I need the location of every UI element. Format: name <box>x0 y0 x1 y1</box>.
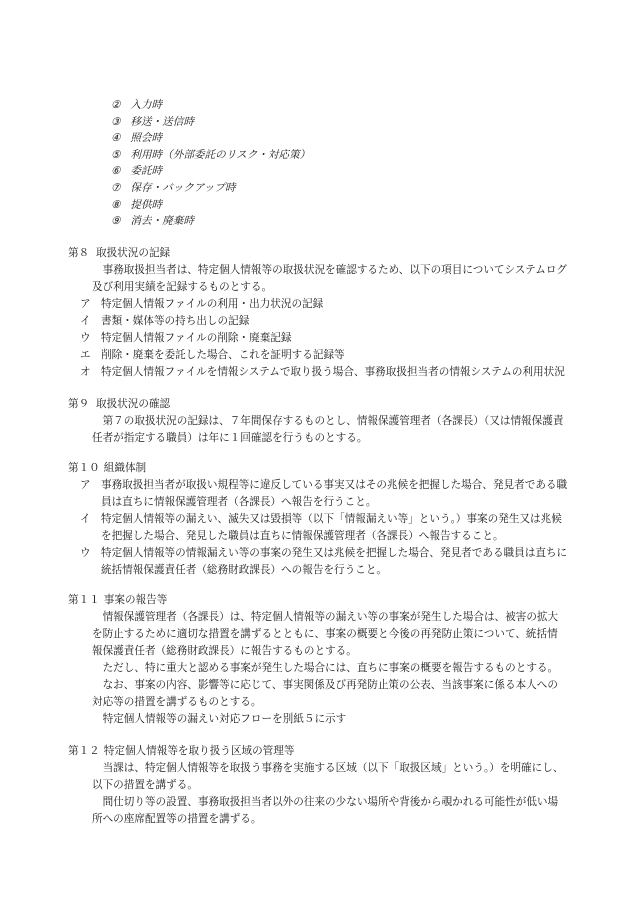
list-item: ⑤ 利用時（外部委託のリスク・対応策） <box>111 148 311 161</box>
list-item: ④ 照会時 <box>111 132 163 145</box>
section-12 <box>68 743 568 828</box>
list-item: ア 特定個人情報ファイルの利用・出力状況の記録 <box>80 298 324 310</box>
section-paragraph: 事務取扱担当者は、特定個人情報等の取扱状況を確認するため、以下の項目についてシステムログ及び利用実績を記録するものとする。 <box>92 264 568 293</box>
section-11 <box>68 592 568 728</box>
list-item: ⑧ 提供時 <box>111 198 163 211</box>
section-heading: 第８ 取扱状況の記録 <box>68 247 171 259</box>
list-item: ⑦ 保存・バックアップ時 <box>111 181 236 194</box>
list-item: ③ 移送・送信時 <box>111 115 194 128</box>
section-8 <box>68 245 568 381</box>
list-item: オ 特定個人情報ファイルを情報システムで取り扱う場合、事務取扱担当者の情報システムの利用状況 <box>80 366 565 378</box>
list-item: ⑥ 委託時 <box>111 165 163 178</box>
section-paragraph: 特定個人情報等の漏えい対応フローを別紙５に示す <box>102 713 347 725</box>
list-item: エ 削除・廃棄を委託した場合、これを証明する記録等 <box>80 349 345 361</box>
list-item: イ 特定個人情報等の漏えい、滅失又は毀損等（以下「情報漏えい等」という。）事案の発生又は兆候を把握した場合、発見した職員は直ちに情報保護管理者（各課長）へ報告すること。 <box>80 513 562 542</box>
section-10 <box>68 460 568 579</box>
section-heading: 第１０ 組織体制 <box>68 462 147 474</box>
list-item: イ 書類・媒体等の持ち出しの記録 <box>80 315 250 327</box>
section-paragraph: 情報保護管理者（各課長）は、特定個人情報等の漏えい等の事案が発生した場合は、被害の拡大を防止するために適切な措置を講ずるとともに、事案の概要と今後の再発防止策について、統括情報保護責任者（総務財政課長）に報告するものとする。 <box>92 611 559 657</box>
section-paragraph: 第７の取扱状況の記録は、７年間保存するものとし、情報保護管理者（各課長）（又は情報保護責任者が指定する職員）は年に１回確認を行うものとする。 <box>92 415 564 444</box>
section-paragraph: 当課は、特定個人情報等を取扱う事務を実施する区域（以下「取扱区域」という。）を明確にし、以下の措置を講ずる。 <box>92 762 564 791</box>
section-9 <box>68 396 568 447</box>
section-paragraph: なお、事案の内容、影響等に応じて、事実関係及び再発防止策の公表、当該事案に係る本人への対応等の措置を講ずるものとする。 <box>92 679 558 708</box>
step-list <box>111 97 411 230</box>
list-item: ア 事務取扱担当者が取扱い規程等に違反している事実又はその兆候を把握した場合、発見者である職員は直ちに情報保護管理者（各課長）へ報告を行うこと。 <box>80 479 568 508</box>
list-item: ⑨ 消去・廃棄時 <box>111 215 194 228</box>
section-heading: 第１２ 特定個人情報等を取り扱う区域の管理等 <box>68 745 295 757</box>
section-heading: 第１１ 事案の報告等 <box>68 594 168 606</box>
list-item: ウ 特定個人情報ファイルの削除・廃棄記録 <box>80 332 292 344</box>
section-paragraph: 間仕切り等の設置、事務取扱担当者以外の往来の少ない場所や背後から覗かれる可能性が低い場所への座席配置等の措置を講ずる。 <box>92 796 559 825</box>
section-heading: 第９ 取扱状況の確認 <box>68 398 171 410</box>
list-item: ② 入力時 <box>111 99 163 111</box>
list-item: ウ 特定個人情報等の情報漏えい等の事案の発生又は兆候を把握した場合、発見者である職員は直ちに統括情報保護責任者（総務財政課長）への報告を行うこと。 <box>80 547 568 576</box>
section-paragraph: ただし、特に重大と認める事案が発生した場合には、直ちに事案の概要を報告するものとする。 <box>102 662 559 674</box>
